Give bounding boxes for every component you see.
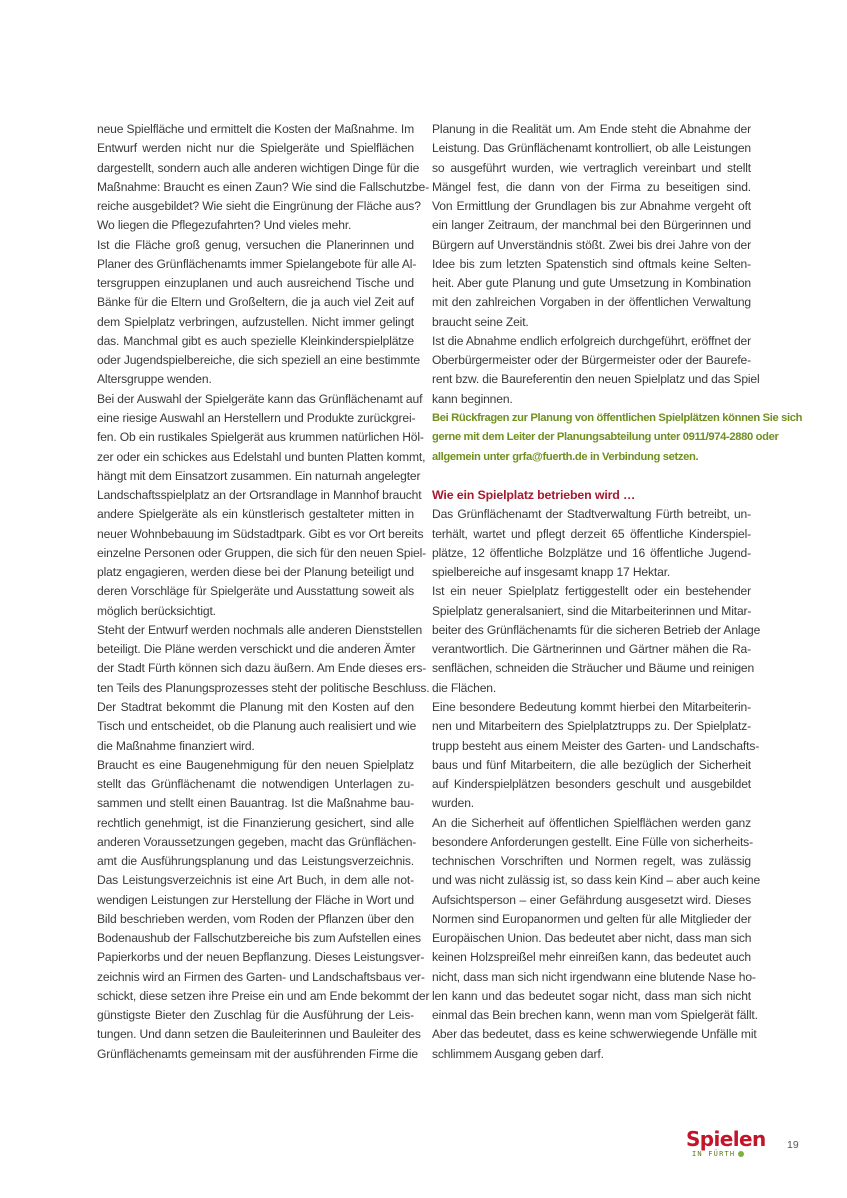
text-line: neuer Wohnbebauung im Südstadtpark. Gibt es vor Ort bereits [97, 526, 424, 541]
text-line: rent bzw. die Baureferentin den neuen Spielplatz und das Spiel [432, 372, 760, 387]
text-line: Das Grünflächenamt der Stadtverwaltung Fürth betreibt, un- [432, 507, 751, 522]
text-line: Aber das bedeutet, dass es keine schwerwiegende Unfälle mit [432, 1027, 757, 1042]
logo-wordmark: Spielen [686, 1127, 766, 1151]
text-line: Papierkorbs und der neuen Bepflanzung. Dieses Leistungsver- [97, 950, 425, 965]
text-line: Idee bis zum letzten Spatenstich sind oftmals keine Selten- [432, 256, 751, 271]
planning-text-continued [432, 120, 760, 409]
text-line: schickt, diese setzen ihre Preise ein und am Ende bekommt der [97, 988, 430, 1003]
text-line: tersgruppen einzuplanen und auch ausreichend Tische und [97, 276, 414, 291]
spielen-in-fuerth-logo [686, 1127, 766, 1164]
text-line: beiter des Grünflächenamts für die sicheren Betrieb der Anlage [432, 622, 761, 637]
text-line: terhält, wartet und pflegt derzeit 65 öffentliche Kinderspiel- [432, 526, 751, 541]
section-spacer [432, 467, 751, 486]
text-line: Altersgruppe wenden. [97, 372, 212, 387]
text-line: An die Sicherheit auf öffentlichen Spielflächen werden ganz [432, 815, 751, 830]
text-line: der Stadt Fürth können sich dazu äußern. Am Ende dieses ers- [97, 661, 427, 676]
text-line: Bürgern auf Unverständnis stößt. Zwei bis drei Jahre von der [432, 237, 751, 252]
text-line: Tisch und entscheidet, ob die Planung auch realisiert und wie [97, 719, 417, 734]
text-line: Ist ein neuer Spielplatz fertiggestellt oder ein bestehender [432, 584, 751, 599]
text-line: Von Ermittlung der Grundlagen bis zur Abnahme vergeht oft [432, 199, 751, 214]
text-line: Grünflächenamts gemeinsam mit der ausführenden Firme die [97, 1046, 418, 1061]
right-column [432, 120, 803, 1064]
text-line: Oberbürgermeister oder der Bürgermeister oder der Baurefe- [432, 353, 751, 368]
text-line: verantwortlich. Die Gärtnerinnen und Gärtner mähen die Ra- [432, 642, 751, 657]
text-line: braucht seine Zeit. [432, 314, 529, 329]
text-line: ein langer Zeitraum, der manchmal bei den Bürgerinnen und [432, 218, 751, 233]
text-line: rechtlich genehmigt, ist die Finanzierung gesichert, sind alle [97, 815, 414, 830]
text-line: eine riesige Auswahl an Herstellern und Produkte zurückgrei- [97, 410, 416, 425]
text-line: schlimmem Ausgang geben darf. [432, 1046, 604, 1061]
text-line: Bei der Auswahl der Spielgeräte kann das Grünflächenamt auf [97, 391, 423, 406]
text-line: sammen und stellt einen Bauantrag. Ist die Maßnahme bau- [97, 796, 414, 811]
logo-dot-icon [738, 1151, 744, 1157]
text-line: Braucht es eine Baugenehmigung für den neuen Spielplatz [97, 757, 414, 772]
logo-subtitle: IN FÜRTH [692, 1150, 736, 1158]
text-line: kann beginnen. [432, 391, 513, 406]
text-line: das. Manchmal gibt es auch spezielle Kleinkinderspielplätze [97, 333, 414, 348]
contact-note [432, 409, 803, 467]
text-line: deren Vorschläge für Spielgeräte und Ausstattung soweit als [97, 584, 414, 599]
text-line: Aufsichtsperson – einer Gefährdung ausgesetzt wird. Dieses [432, 892, 751, 907]
text-line: stellt das Grünflächenamt die notwendigen Unterlagen zu- [97, 777, 414, 792]
text-line: amt die Ausführungsplanung und das Leistungsverzeichnis. [97, 854, 414, 869]
text-line: nen und Mitarbeitern des Spielplatztrupps zu. Der Spielplatz- [432, 719, 751, 734]
text-line: Ist die Fläche groß genug, versuchen die Planerinnen und [97, 237, 414, 252]
text-line: fen. Ob ein rustikales Spielgerät aus krummen natürlichen Höl- [97, 430, 424, 445]
text-line: Mängel fest, die dann von der Firma zu beseitigen sind. [432, 179, 751, 194]
text-line: senflächen, schneiden die Sträucher und Bäume und reinigen [432, 661, 755, 676]
text-line: anderen Voraussetzungen gegeben, macht das Grünflächen- [97, 834, 417, 849]
text-line: Bänke für die Eltern und Großeltern, die ja auch viel Zeit auf [97, 295, 414, 310]
text-line: die Maßnahme finanziert wird. [97, 738, 255, 753]
text-line: Planung in die Realität um. Am Ende steht die Abnahme der [432, 122, 751, 136]
text-line: Der Stadtrat bekommt die Planung mit den Kosten auf den [97, 699, 414, 714]
text-line: wurden. [432, 796, 474, 811]
text-line: und was nicht zulässig ist, so dass kein Kind – aber auch keine [432, 873, 761, 888]
text-line: Ist die Abnahme endlich erfolgreich durchgeführt, eröffnet der [432, 333, 751, 348]
text-line: Steht der Entwurf werden nochmals alle anderen Dienststellen [97, 622, 423, 637]
text-line: Das Leistungsverzeichnis ist eine Art Buch, in dem alle not- [97, 873, 414, 888]
text-line: dargestellt, sondern auch alle anderen wichtigen Dinge für die [97, 160, 420, 175]
text-line: möglich berücksichtigt. [97, 603, 216, 618]
text-line: einmal das Bein brechen kann, wenn man vom Spielgerät fällt. [432, 1008, 758, 1023]
text-line: Landschaftsspielplatz an der Ortsrandlage in Mannhof braucht [97, 488, 422, 503]
text-line: Planer des Grünflächenamts immer Spielangebote für alle Al- [97, 256, 417, 271]
page-number: 19 [787, 1139, 799, 1151]
text-line: Entwurf werden nicht nur die Spielgeräte und Spielflächen [97, 141, 414, 156]
text-line: trupp besteht aus einem Meister des Garten- und Landschafts- [432, 738, 760, 753]
text-line: einzelne Personen oder Gruppen, die sich für den neuen Spiel- [97, 545, 427, 560]
text-line: zer oder ein schickes aus Edelstahl und bunten Platten kommt, [97, 449, 426, 464]
text-line: platz engagieren, werden diese bei der Planung beteiligt und [97, 565, 414, 580]
text-line: beteiligt. Die Pläne werden verschickt und die anderen Ämter [97, 642, 416, 657]
text-line: keinen Holzspreißel mehr einreißen kann, das bedeutet auch [432, 950, 751, 965]
text-line: oder Jugendspielbereiche, die sich speziell an eine bestimmte [97, 353, 420, 368]
text-line: Europäischen Union. Das bedeutet aber nicht, dass man sich [432, 931, 752, 946]
text-line: plätze, 12 öffentliche Bolzplätze und 16 öffentliche Jugend- [432, 545, 751, 560]
text-line: tungen. Und dann setzen die Bauleiterinnen und Bauleiter des [97, 1027, 421, 1042]
text-line: heit. Aber gute Planung und gute Umsetzung in Kombination [432, 276, 751, 291]
text-line: neue Spielfläche und ermittelt die Kosten der Maßnahme. Im [97, 122, 414, 136]
text-line: besondere Anforderungen gestellt. Eine Fülle von sicherheits- [432, 834, 753, 849]
text-line: günstigste Bieter den Zuschlag für die Ausführung der Leis- [97, 1008, 414, 1023]
text-line: spielbereiche auf insgesamt knapp 17 Hektar. [432, 565, 671, 580]
text-line: len kann und das bedeutet sogar nicht, dass man sich nicht [432, 988, 751, 1003]
text-line: die Flächen. [432, 680, 497, 695]
text-line: ten Teils des Planungsprozesses steht der politische Beschluss. [97, 680, 430, 695]
text-line: Bei Rückfragen zur Planung von öffentlichen Spielplätzen können Sie sich [432, 411, 803, 424]
text-line: gerne mit dem Leiter der Planungsabteilung unter 0911/974-2880 oder [432, 431, 779, 444]
text-line: Normen sind Europanormen und gelten für alle Mitglieder der [432, 911, 752, 926]
text-line: nicht, dass man sich nicht irgendwann eine blutende Nase ho- [432, 969, 756, 984]
text-line: auf Kinderspielplätzen besonders geschult und ausgebildet [432, 777, 751, 792]
text-line: mit den zahlreichen Vorgaben in der öffentlichen Verwaltung [432, 295, 751, 310]
text-line: zeichnis wird an Firmen des Garten- und Landschaftsbaus ver- [97, 969, 425, 984]
text-line: hängt mit dem Einsatzort zusammen. Ein naturnah angelegter [97, 468, 421, 483]
text-line: wendigen Leistungen zur Herstellung der Fläche in Wort und [97, 892, 414, 907]
text-line: Wo liegen die Pflegezufahrten? Und vieles mehr. [97, 218, 352, 233]
left-column [97, 120, 430, 1064]
text-line: Bodenaushub der Fallschutzbereiche bis zum Aufstellen eines [97, 931, 421, 946]
text-line: allgemein unter grfa@fuerth.de in Verbindung setzen. [432, 450, 699, 463]
text-line: Spielplatz generalsaniert, sind die Mitarbeiterinnen und Mitar- [432, 603, 752, 618]
text-line: reiche ausgebildet? Wie sieht die Eingrünung der Fläche aus? [97, 199, 421, 214]
text-line: dem Spielplatz verbringen, aufzustellen. Nicht immer gelingt [97, 314, 414, 329]
text-line: so ausgeführt wurden, wie vertraglich vereinbart und stellt [432, 160, 751, 175]
text-line: Eine besondere Bedeutung kommt hierbei den Mitarbeiterin- [432, 699, 751, 714]
section-heading: Wie ein Spielplatz betrieben wird … [432, 488, 636, 503]
text-line: Bild beschrieben werden, vom Roden der Pflanzen über den [97, 911, 414, 926]
text-line: Maßnahme: Braucht es einen Zaun? Wie sind die Fallschutzbe- [97, 179, 429, 194]
text-line: baus und fünf Mitarbeitern, die alle bezüglich der Sicherheit [432, 757, 751, 772]
text-line: Leistung. Das Grünflächenamt kontrolliert, ob alle Leistungen [432, 141, 751, 156]
text-line: andere Spielgeräte als ein künstlerisch gestalteter mitten in [97, 507, 414, 522]
operation-text [432, 505, 761, 1064]
text-line: technischen Vorschriften und Normen regelt, was zulässig [432, 854, 751, 869]
